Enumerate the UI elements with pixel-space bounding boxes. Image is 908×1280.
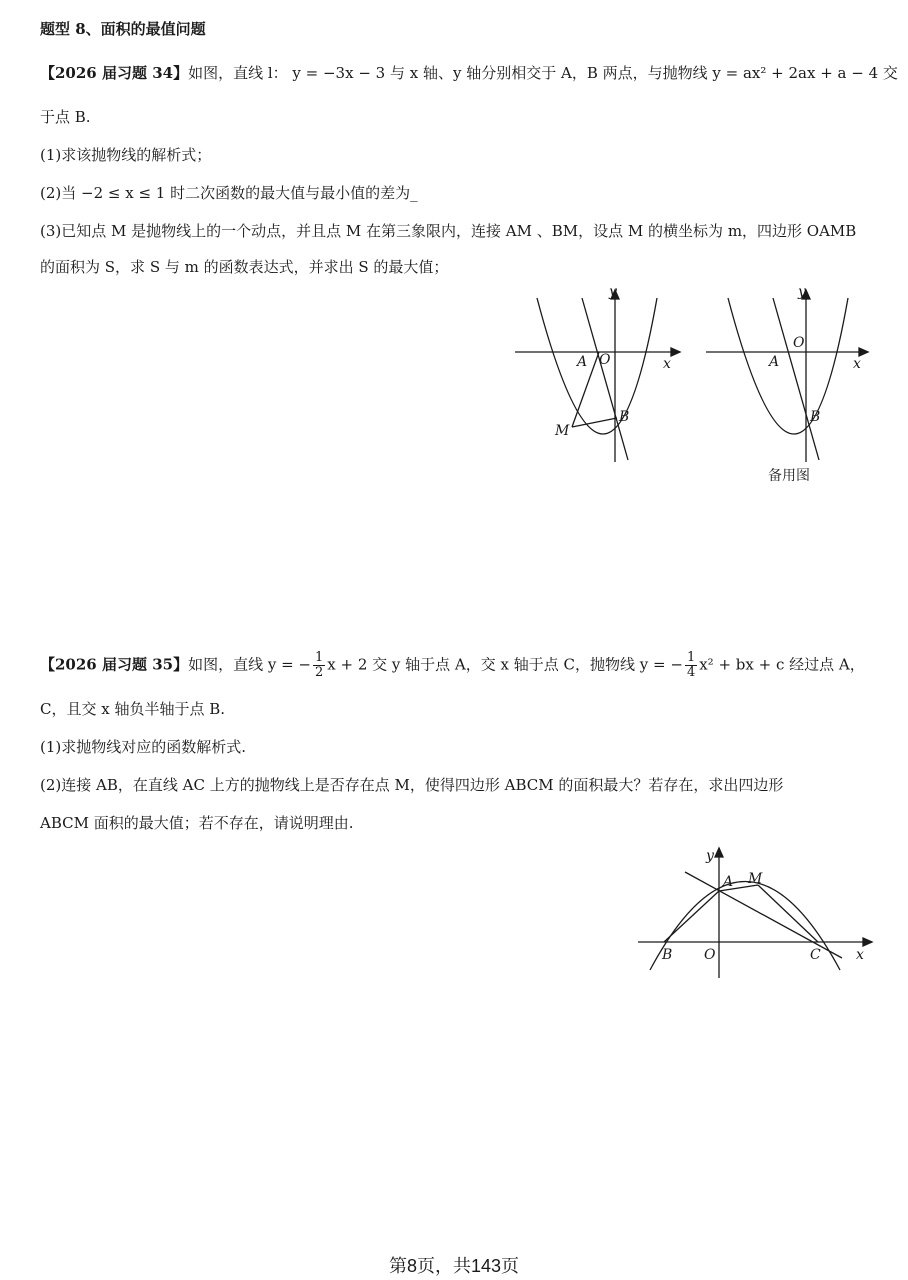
fig1-point-B: B <box>619 409 630 425</box>
segment-MC <box>758 885 818 942</box>
problem-35-stem-part-2: x + 2 交 y 轴于点 A，交 x 轴于点 C，抛物线 y = − <box>327 655 683 674</box>
problem-34-tag: 【2026 届习题 34】 <box>40 64 189 82</box>
fig3-x-label: x <box>856 947 864 963</box>
problem-35-question-2-line-2: ABCM 面积的最大值；若不存在，请说明理由. <box>40 814 354 832</box>
x-axis-arrow <box>859 348 868 356</box>
fig3-point-B: B <box>662 947 673 963</box>
fig1-point-A: A <box>577 354 588 370</box>
problem-34-question-3-line-2: 的面积为 S，求 S 与 m 的函数表达式，并求出 S 的最大值； <box>40 258 449 276</box>
fig1-point-M: M <box>555 423 570 439</box>
fig3-point-M: M <box>748 871 763 887</box>
fraction-one-quarter <box>685 651 697 680</box>
fig2-point-B: B <box>810 409 821 425</box>
problem-35-line-2: C，且交 x 轴负半轴于点 B. <box>40 700 226 718</box>
fig3-y-label: y <box>706 848 714 864</box>
fig1-origin-O: O <box>599 352 611 368</box>
problem-35-stem-part-1: 如图，直线 y = − <box>188 655 311 674</box>
fraction-one-half <box>313 651 325 680</box>
problem-34-line-2: 于点 B. <box>40 108 91 126</box>
parabola <box>537 298 657 434</box>
fraction-denominator: 4 <box>686 665 696 680</box>
problem-34-question-2: (2)当 −2 ≤ x ≤ 1 时二次函数的最大值与最小值的差为_ <box>40 184 418 202</box>
fig1-y-label: y <box>609 284 617 300</box>
fig2-origin-O: O <box>793 335 805 351</box>
problem-34-figure <box>505 280 695 470</box>
problem-35-line-1 <box>40 651 865 680</box>
fig2-point-A: A <box>769 354 780 370</box>
segment-AB <box>664 891 719 942</box>
problem-34-stem: 如图，直线 l： y = −3x − 3 与 x 轴、y 轴分别相交于 A，B 两点，与抛物线 y = ax² + 2ax + a − 4 交 <box>188 64 898 82</box>
fraction-numerator: 1 <box>686 650 696 665</box>
backup-figure-caption: 备用图 <box>768 468 810 484</box>
fig2-y-label: y <box>798 284 806 300</box>
problem-35-stem-part-3: x² + bx + c 经过点 A， <box>699 655 865 674</box>
problem-35-figure <box>630 838 880 983</box>
problem-35-tag: 【2026 届习题 35】 <box>40 655 189 674</box>
problem-34-question-1: (1)求该抛物线的解析式； <box>40 146 212 164</box>
fraction-numerator: 1 <box>315 650 324 665</box>
fig3-origin-O: O <box>704 947 716 963</box>
x-axis-arrow <box>671 348 680 356</box>
problem-35-question-2-line-1: (2)连接 AB，在直线 AC 上方的抛物线上是否存在点 M，使得四边形 ABCM 的面积最大？若存在，求出四边形 <box>40 776 784 794</box>
problem-35-question-1: (1)求抛物线对应的函数解析式. <box>40 738 247 756</box>
problem-34-backup-figure <box>698 280 888 490</box>
fig1-x-label: x <box>663 356 671 372</box>
problem-34-line-1 <box>40 62 898 84</box>
fig2-x-label: x <box>853 356 861 372</box>
fig3-point-C: C <box>810 947 821 963</box>
line-l <box>773 298 819 460</box>
y-axis-arrow <box>715 848 723 857</box>
parabola <box>728 298 848 434</box>
page-footer: 第8页，共143页 <box>388 1256 520 1276</box>
segment-BM <box>572 418 617 427</box>
fig3-point-A: A <box>723 874 734 890</box>
fraction-denominator: 2 <box>315 665 324 680</box>
problem-34-question-3-line-1: (3)已知点 M 是抛物线上的一个动点，并且点 M 在第三象限内，连接 AM 、BM，设点 M 的横坐标为 m，四边形 OAMB <box>40 222 857 240</box>
x-axis-arrow <box>863 938 872 946</box>
section-title: 题型 8、面积的最值问题 <box>40 20 206 38</box>
